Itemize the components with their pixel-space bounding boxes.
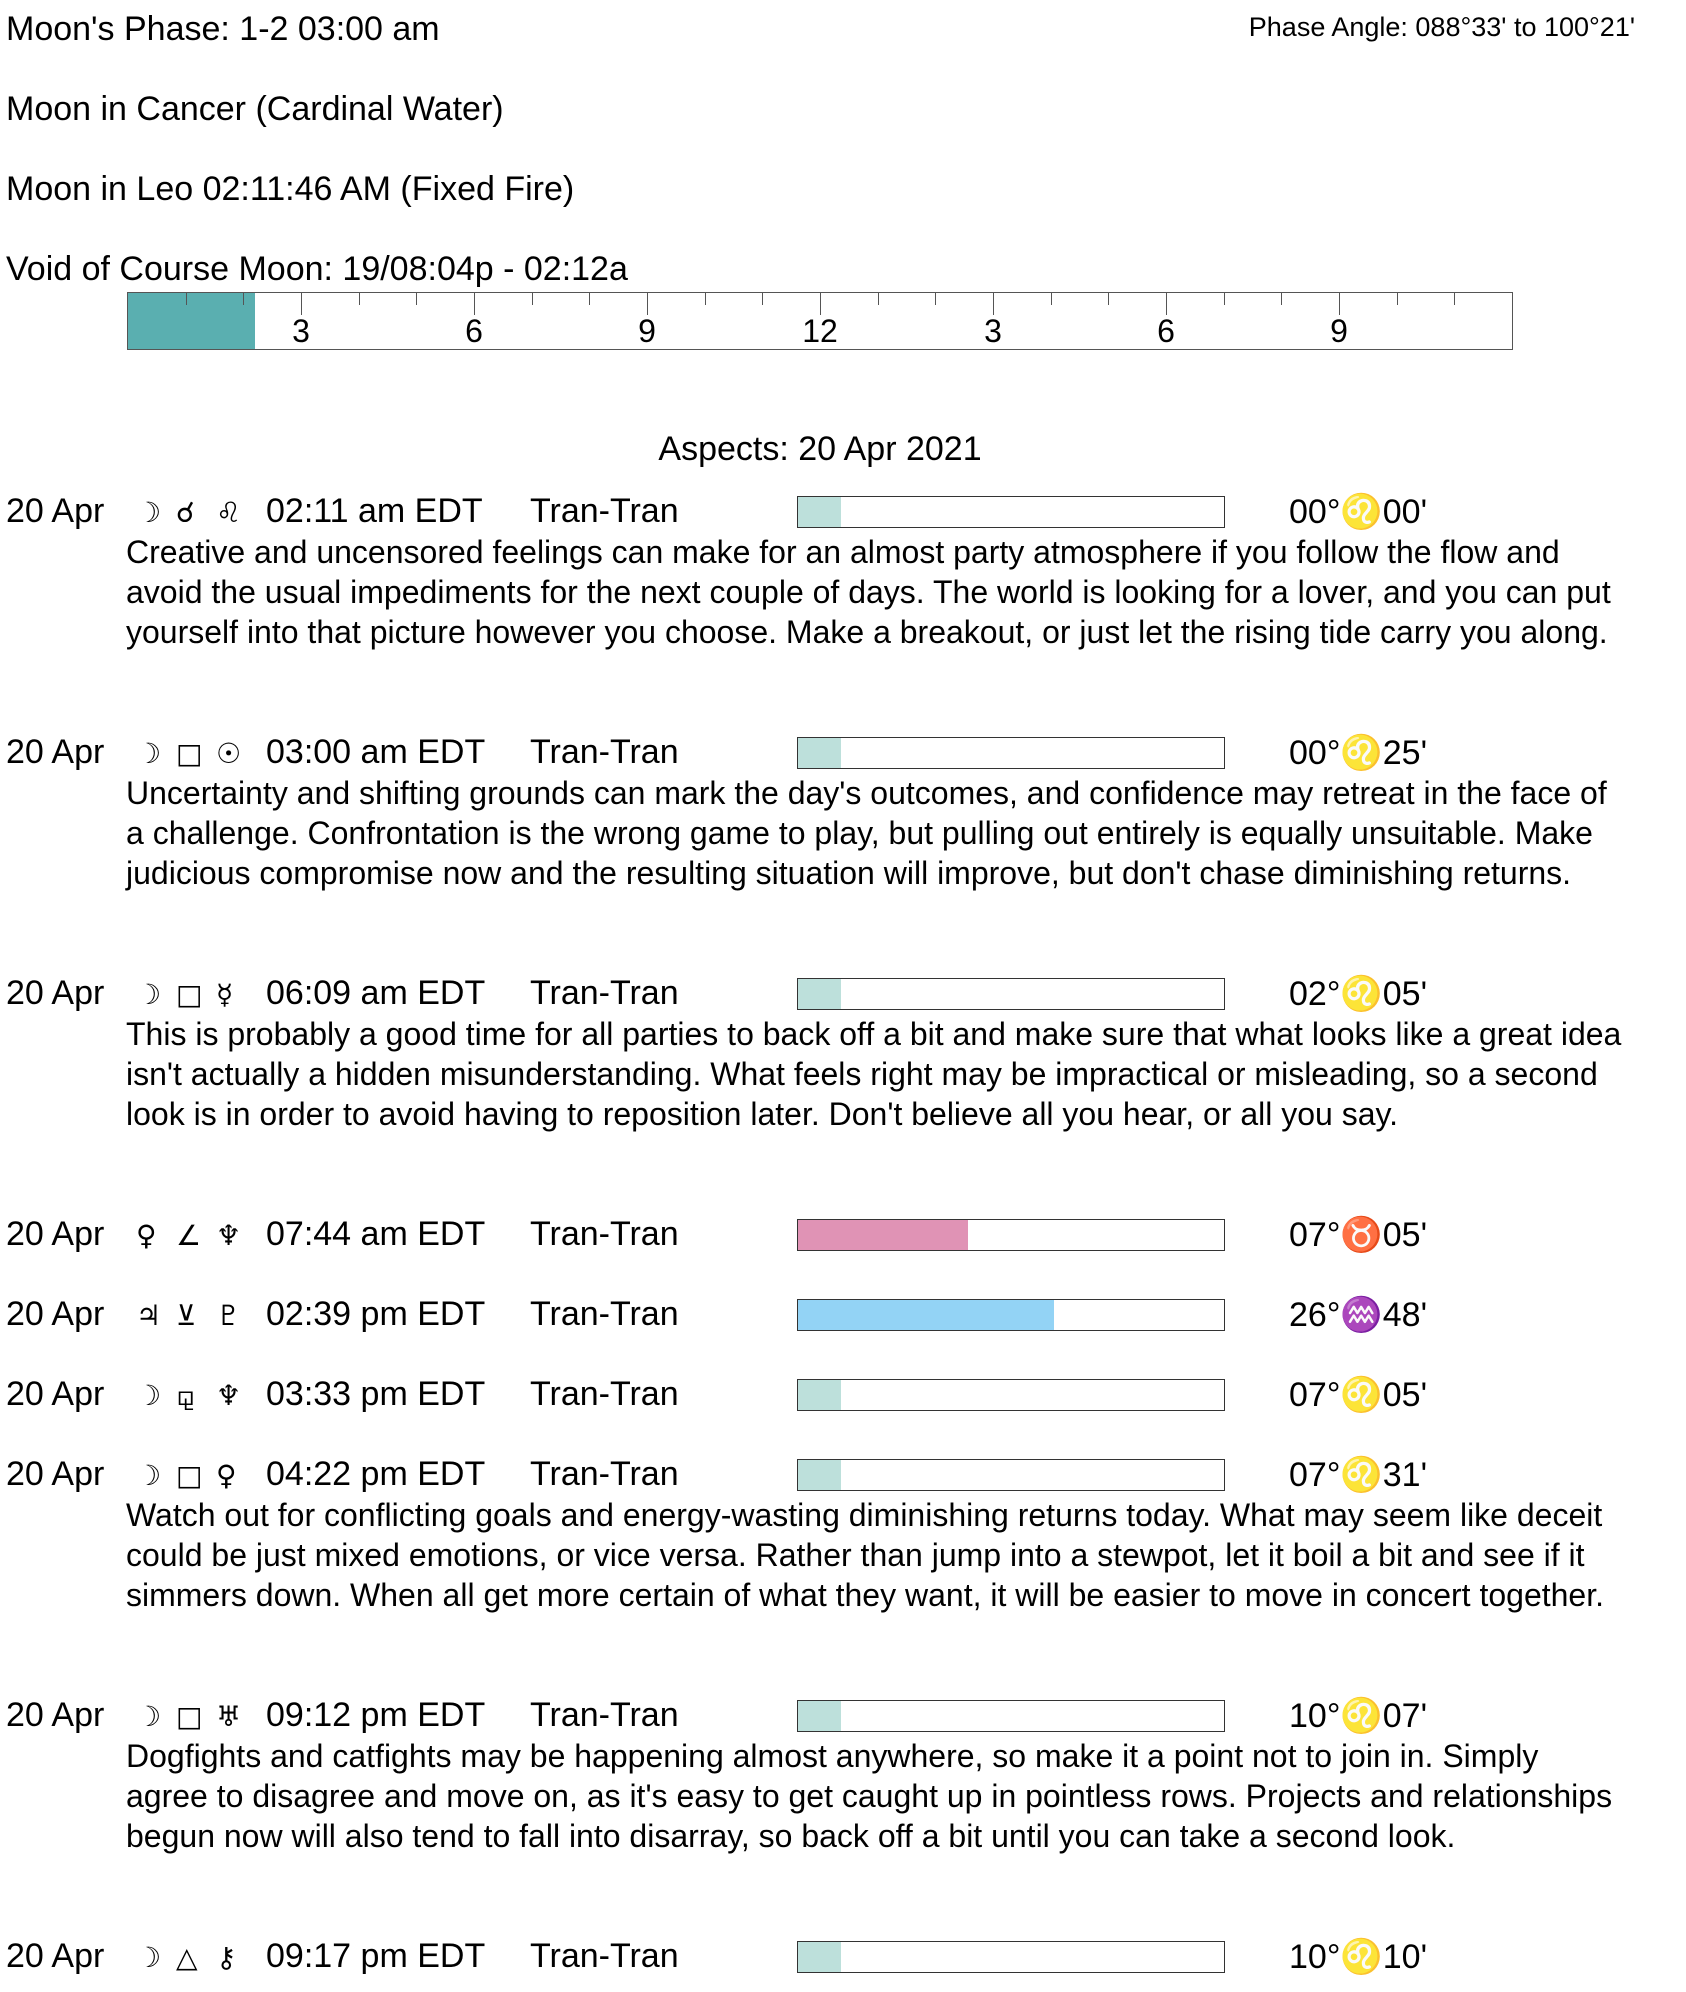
hour-tick bbox=[935, 293, 936, 305]
aspect-header bbox=[0, 1215, 1686, 1255]
aspect-date: 20 Apr bbox=[6, 1215, 105, 1253]
aspect-time: 03:00 am EDT bbox=[266, 733, 486, 771]
aspect-position: 00°♌25' bbox=[1289, 734, 1428, 772]
strength-bar bbox=[797, 1459, 1225, 1491]
hour-tick bbox=[878, 293, 879, 305]
aspect-type: Tran-Tran bbox=[530, 1295, 679, 1333]
aspect-description: This is probably a good time for all parties to back off a bit and make sure that what looks like a great idea isn't actually a hidden misunderstanding. What feels right may be impractical or misleading, so a second look is in order to avoid having to reposition later. Don't believe all you hear, or all you say. bbox=[126, 1016, 1622, 1132]
aspect-time: 04:22 pm EDT bbox=[266, 1455, 486, 1493]
strength-bar bbox=[797, 1379, 1225, 1411]
aspect-entry bbox=[0, 1937, 1686, 1977]
aspect-position: 07°♉05' bbox=[1289, 1216, 1428, 1254]
aspect-date: 20 Apr bbox=[6, 1455, 105, 1493]
aspect-date: 20 Apr bbox=[6, 974, 105, 1012]
aspect-entry bbox=[0, 1375, 1686, 1415]
strength-bar bbox=[797, 1941, 1225, 1973]
phase-angle: Phase Angle: 088°33' to 100°21' bbox=[1248, 12, 1635, 42]
hour-tick bbox=[301, 293, 302, 315]
aspect-entry bbox=[0, 1295, 1686, 1335]
aspect-entry bbox=[0, 492, 1686, 652]
void-of-course: Void of Course Moon: 19/08:04p - 02:12a bbox=[6, 250, 628, 288]
aspect-icon: □ bbox=[176, 978, 203, 1011]
planet-2-icon: ⚷ bbox=[216, 1941, 237, 1974]
hour-tick bbox=[820, 293, 821, 315]
hour-tick bbox=[1454, 293, 1455, 305]
aspect-time: 06:09 am EDT bbox=[266, 974, 486, 1012]
aspect-type: Tran-Tran bbox=[530, 1375, 679, 1413]
planet-1-icon: ☽ bbox=[136, 496, 162, 529]
aspect-position: 02°♌05' bbox=[1289, 975, 1428, 1013]
planet-1-icon: ♀ bbox=[136, 1219, 157, 1252]
aspect-entry bbox=[0, 974, 1686, 1134]
strength-fill bbox=[798, 1380, 841, 1410]
hour-tick bbox=[186, 293, 187, 305]
aspect-type: Tran-Tran bbox=[530, 1696, 679, 1734]
aspect-entry bbox=[0, 733, 1686, 893]
aspect-header bbox=[0, 1937, 1686, 1977]
aspect-position: 07°♌31' bbox=[1289, 1456, 1428, 1494]
hour-tick bbox=[416, 293, 417, 305]
aspect-date: 20 Apr bbox=[6, 1375, 105, 1413]
strength-bar bbox=[797, 1299, 1225, 1331]
aspect-date: 20 Apr bbox=[6, 1295, 105, 1333]
hour-label: 9 bbox=[1330, 313, 1348, 349]
aspect-icon: ∠ bbox=[176, 1219, 202, 1252]
hour-tick bbox=[1108, 293, 1109, 305]
hour-tick bbox=[1281, 293, 1282, 305]
planet-1-icon: ♃ bbox=[136, 1299, 162, 1332]
aspect-icon: ⊻ bbox=[176, 1299, 197, 1332]
aspect-description: Uncertainty and shifting grounds can mark the day's outcomes, and confidence may retreat in the face of a challenge. Confrontation is the wrong game to play, but pulling out entirely is equally unsuitable. Make judicious compromise now and the resulting situation will improve, but don't chase diminishing returns. bbox=[126, 775, 1607, 891]
aspect-type: Tran-Tran bbox=[530, 1937, 679, 1975]
strength-bar bbox=[797, 1700, 1225, 1732]
hour-tick bbox=[705, 293, 706, 305]
strength-bar bbox=[797, 737, 1225, 769]
aspect-description: Watch out for conflicting goals and energy-wasting diminishing returns today. What may seem like deceit could be just mixed emotions, or vice versa. Rather than jump into a stewpot, let it boil a bit and see if it simmers down. When all get more certain of what they want, it will be easier to move in concert together. bbox=[126, 1497, 1604, 1613]
void-period-fill bbox=[128, 293, 255, 349]
hour-tick bbox=[243, 293, 244, 305]
aspect-time: 03:33 pm EDT bbox=[266, 1375, 486, 1413]
aspect-header bbox=[0, 492, 1686, 532]
aspect-description: Dogfights and catfights may be happening almost anywhere, so make it a point not to join in. Simply agree to disagree and move on, as it's easy to get caught up in pointless rows. Projects and relationships begun now will also tend to fall into disarray, so back off a bit until you can take a second look. bbox=[126, 1738, 1613, 1854]
moon-sign-leo: Moon in Leo 02:11:46 AM (Fixed Fire) bbox=[6, 170, 575, 208]
planet-2-icon: ♇ bbox=[216, 1299, 242, 1332]
planet-2-icon: ♆ bbox=[216, 1379, 242, 1412]
aspects-title: Aspects: 20 Apr 2021 bbox=[658, 430, 982, 468]
hour-tick bbox=[359, 293, 360, 305]
strength-fill bbox=[798, 1220, 968, 1250]
hour-tick bbox=[1224, 293, 1225, 305]
planet-2-icon: ☉ bbox=[216, 737, 242, 770]
planet-1-icon: ☽ bbox=[136, 1379, 162, 1412]
planet-2-icon: ♌ bbox=[216, 496, 242, 529]
hour-tick bbox=[647, 293, 648, 315]
aspect-icon: ☌ bbox=[176, 496, 195, 529]
planet-2-icon: ♀ bbox=[216, 1459, 237, 1492]
aspect-header bbox=[0, 1295, 1686, 1335]
hour-label: 9 bbox=[638, 313, 656, 349]
aspect-header bbox=[0, 1375, 1686, 1415]
aspect-icon: △ bbox=[176, 1941, 198, 1974]
aspect-time: 07:44 am EDT bbox=[266, 1215, 486, 1253]
void-of-course-timeline bbox=[127, 292, 1513, 350]
planet-1-icon: ☽ bbox=[136, 978, 162, 1011]
aspect-entry bbox=[0, 1215, 1686, 1255]
aspect-date: 20 Apr bbox=[6, 1696, 105, 1734]
hour-tick bbox=[1339, 293, 1340, 315]
hour-tick bbox=[1166, 293, 1167, 315]
aspect-type: Tran-Tran bbox=[530, 1455, 679, 1493]
aspect-type: Tran-Tran bbox=[530, 492, 679, 530]
planet-2-icon: ♅ bbox=[216, 1700, 242, 1733]
hour-label: 6 bbox=[1157, 313, 1175, 349]
aspect-header bbox=[0, 733, 1686, 773]
hour-tick bbox=[474, 293, 475, 315]
aspect-position: 00°♌00' bbox=[1289, 493, 1428, 531]
aspect-entry bbox=[0, 1696, 1686, 1856]
strength-bar bbox=[797, 978, 1225, 1010]
aspect-description: Creative and uncensored feelings can make for an almost party atmosphere if you follow the flow and avoid the usual impediments for the next couple of days. The world is looking for a lover, and you can put yourself into that picture however you choose. Make a breakout, or just let the rising tide carry you along. bbox=[126, 534, 1611, 650]
aspect-type: Tran-Tran bbox=[530, 974, 679, 1012]
aspect-time: 09:12 pm EDT bbox=[266, 1696, 486, 1734]
aspect-header bbox=[0, 1455, 1686, 1495]
aspect-icon: □ bbox=[176, 1459, 203, 1492]
hour-tick bbox=[1051, 293, 1052, 305]
strength-bar bbox=[797, 496, 1225, 528]
aspect-position: 26°♒48' bbox=[1289, 1296, 1428, 1334]
aspect-entry bbox=[0, 1455, 1686, 1615]
aspect-header bbox=[0, 1696, 1686, 1736]
planet-2-icon: ♆ bbox=[216, 1219, 242, 1252]
aspect-header bbox=[0, 974, 1686, 1014]
aspect-time: 09:17 pm EDT bbox=[266, 1937, 486, 1975]
aspect-time: 02:39 pm EDT bbox=[266, 1295, 486, 1333]
hour-tick bbox=[1397, 293, 1398, 305]
strength-fill bbox=[798, 1460, 841, 1490]
aspect-date: 20 Apr bbox=[6, 733, 105, 771]
aspect-position: 10°♌10' bbox=[1289, 1938, 1428, 1976]
aspect-position: 10°♌07' bbox=[1289, 1697, 1428, 1735]
strength-fill bbox=[798, 1701, 841, 1731]
aspect-icon: □ bbox=[176, 737, 203, 770]
aspect-icon: □ bbox=[176, 1700, 203, 1733]
aspect-type: Tran-Tran bbox=[530, 1215, 679, 1253]
hour-label: 3 bbox=[984, 313, 1002, 349]
hour-label: 3 bbox=[292, 313, 310, 349]
strength-fill bbox=[798, 1942, 841, 1972]
hour-tick bbox=[532, 293, 533, 305]
planet-2-icon: ☿ bbox=[216, 978, 234, 1011]
strength-fill bbox=[798, 1300, 1054, 1330]
strength-fill bbox=[798, 738, 841, 768]
aspect-date: 20 Apr bbox=[6, 1937, 105, 1975]
hour-tick bbox=[993, 293, 994, 315]
strength-fill bbox=[798, 979, 841, 1009]
aspect-icon: ⚼ bbox=[176, 1379, 196, 1412]
planet-1-icon: ☽ bbox=[136, 1941, 162, 1974]
moon-sign-cancer: Moon in Cancer (Cardinal Water) bbox=[6, 90, 504, 128]
aspect-date: 20 Apr bbox=[6, 492, 105, 530]
moon-phase: Moon's Phase: 1-2 03:00 am bbox=[6, 10, 440, 48]
aspect-time: 02:11 am EDT bbox=[266, 492, 483, 530]
hour-label: 6 bbox=[465, 313, 483, 349]
hour-tick bbox=[589, 293, 590, 305]
planet-1-icon: ☽ bbox=[136, 737, 162, 770]
aspect-position: 07°♌05' bbox=[1289, 1376, 1428, 1414]
hour-label: 12 bbox=[802, 313, 838, 349]
planet-1-icon: ☽ bbox=[136, 1700, 162, 1733]
aspect-type: Tran-Tran bbox=[530, 733, 679, 771]
strength-fill bbox=[798, 497, 841, 527]
planet-1-icon: ☽ bbox=[136, 1459, 162, 1492]
strength-bar bbox=[797, 1219, 1225, 1251]
hour-tick bbox=[762, 293, 763, 305]
